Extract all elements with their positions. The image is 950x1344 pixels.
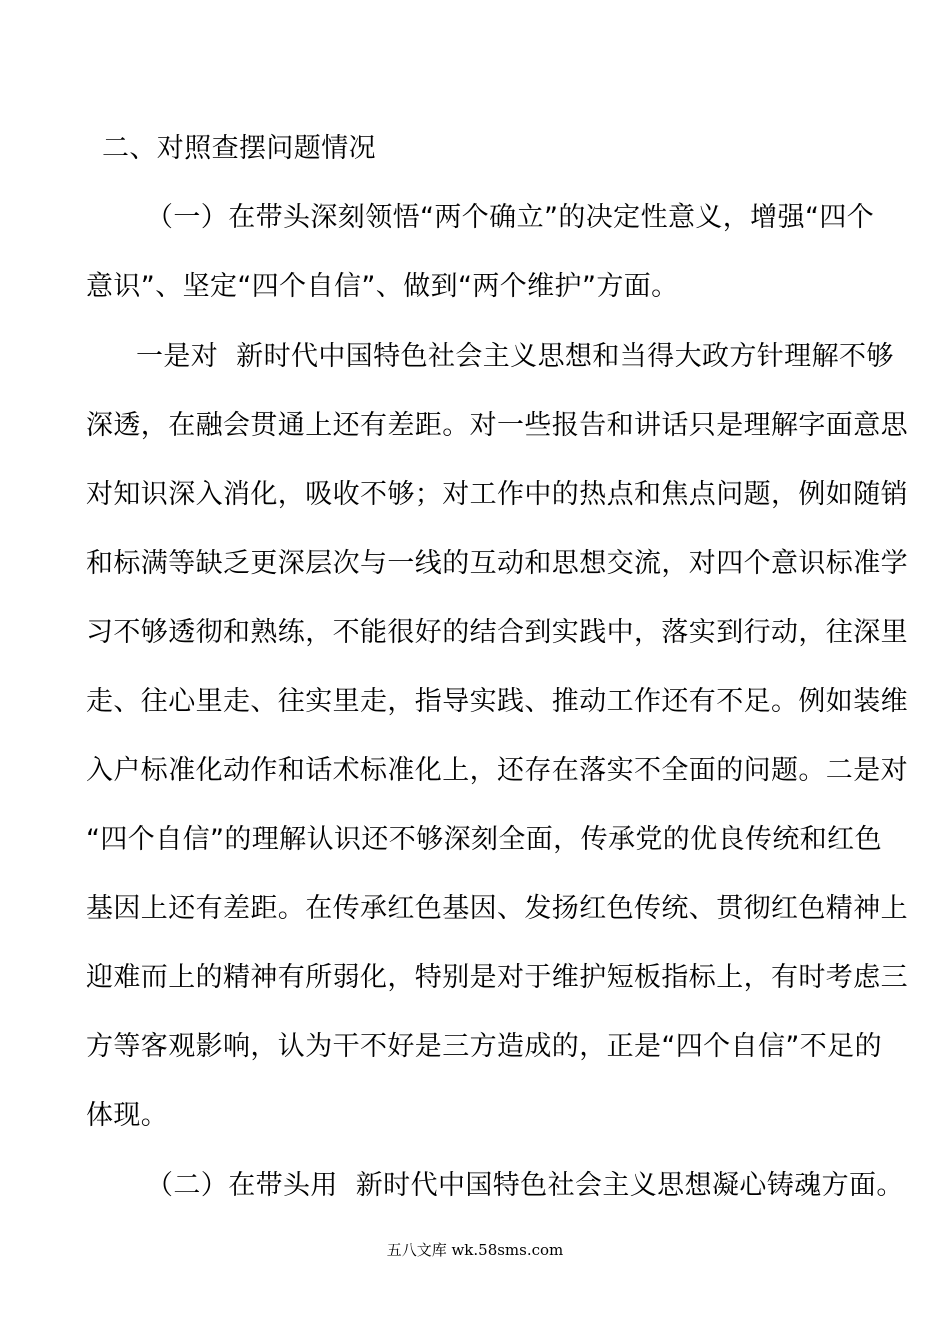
- paragraph1-line-5: 习不够透彻和熟练，不能很好的结合到实践中，落实到行动，往深里: [86, 617, 908, 648]
- paragraph1-line-6: 走、往心里走、往实里走，指导实践、推动工作还有不足。例如装维: [86, 686, 908, 717]
- paragraph1-line-2: 深透，在融会贯通上还有差距。对一些报告和讲话只是理解字面意思: [86, 410, 908, 441]
- paragraph1-line-3: 对知识深入消化，吸收不够；对工作中的热点和焦点问题，例如随销: [86, 479, 908, 510]
- section2-title: （二）在带头用 新时代中国特色社会主义思想凝心铸魂方面。: [146, 1170, 904, 1201]
- paragraph1-line-12: 体现。: [86, 1100, 169, 1131]
- paragraph1-line-9: 基因上还有差距。在传承红色基因、发扬红色传统、贯彻红色精神上: [86, 893, 908, 924]
- footer-watermark: 五八文库 wk.58sms.com: [386, 1241, 564, 1259]
- paragraph1-line-1: 一是对 新时代中国特色社会主义思想和当得大政方针理解不够: [136, 341, 894, 372]
- section1-title-line-1: （一）在带头深刻领悟“两个确立”的决定性意义，增强“四个: [146, 202, 875, 233]
- paragraph1-line-7: 入户标准化动作和话术标准化上，还存在落实不全面的问题。二是对: [86, 755, 908, 786]
- section-heading: 二、对照查摆问题情况: [102, 133, 376, 164]
- paragraph1-line-8: “四个自信”的理解认识还不够深刻全面，传承党的优良传统和红色: [86, 824, 882, 855]
- paragraph1-line-10: 迎难而上的精神有所弱化，特别是对于维护短板指标上，有时考虑三: [86, 962, 908, 993]
- section1-title-line-2: 意识”、坚定“四个自信”、做到“两个维护”方面。: [86, 271, 679, 302]
- paragraph1-line-11: 方等客观影响，认为干不好是三方造成的，正是“四个自信”不足的: [86, 1031, 882, 1062]
- paragraph1-line-4: 和标满等缺乏更深层次与一线的互动和思想交流，对四个意识标准学: [86, 548, 908, 579]
